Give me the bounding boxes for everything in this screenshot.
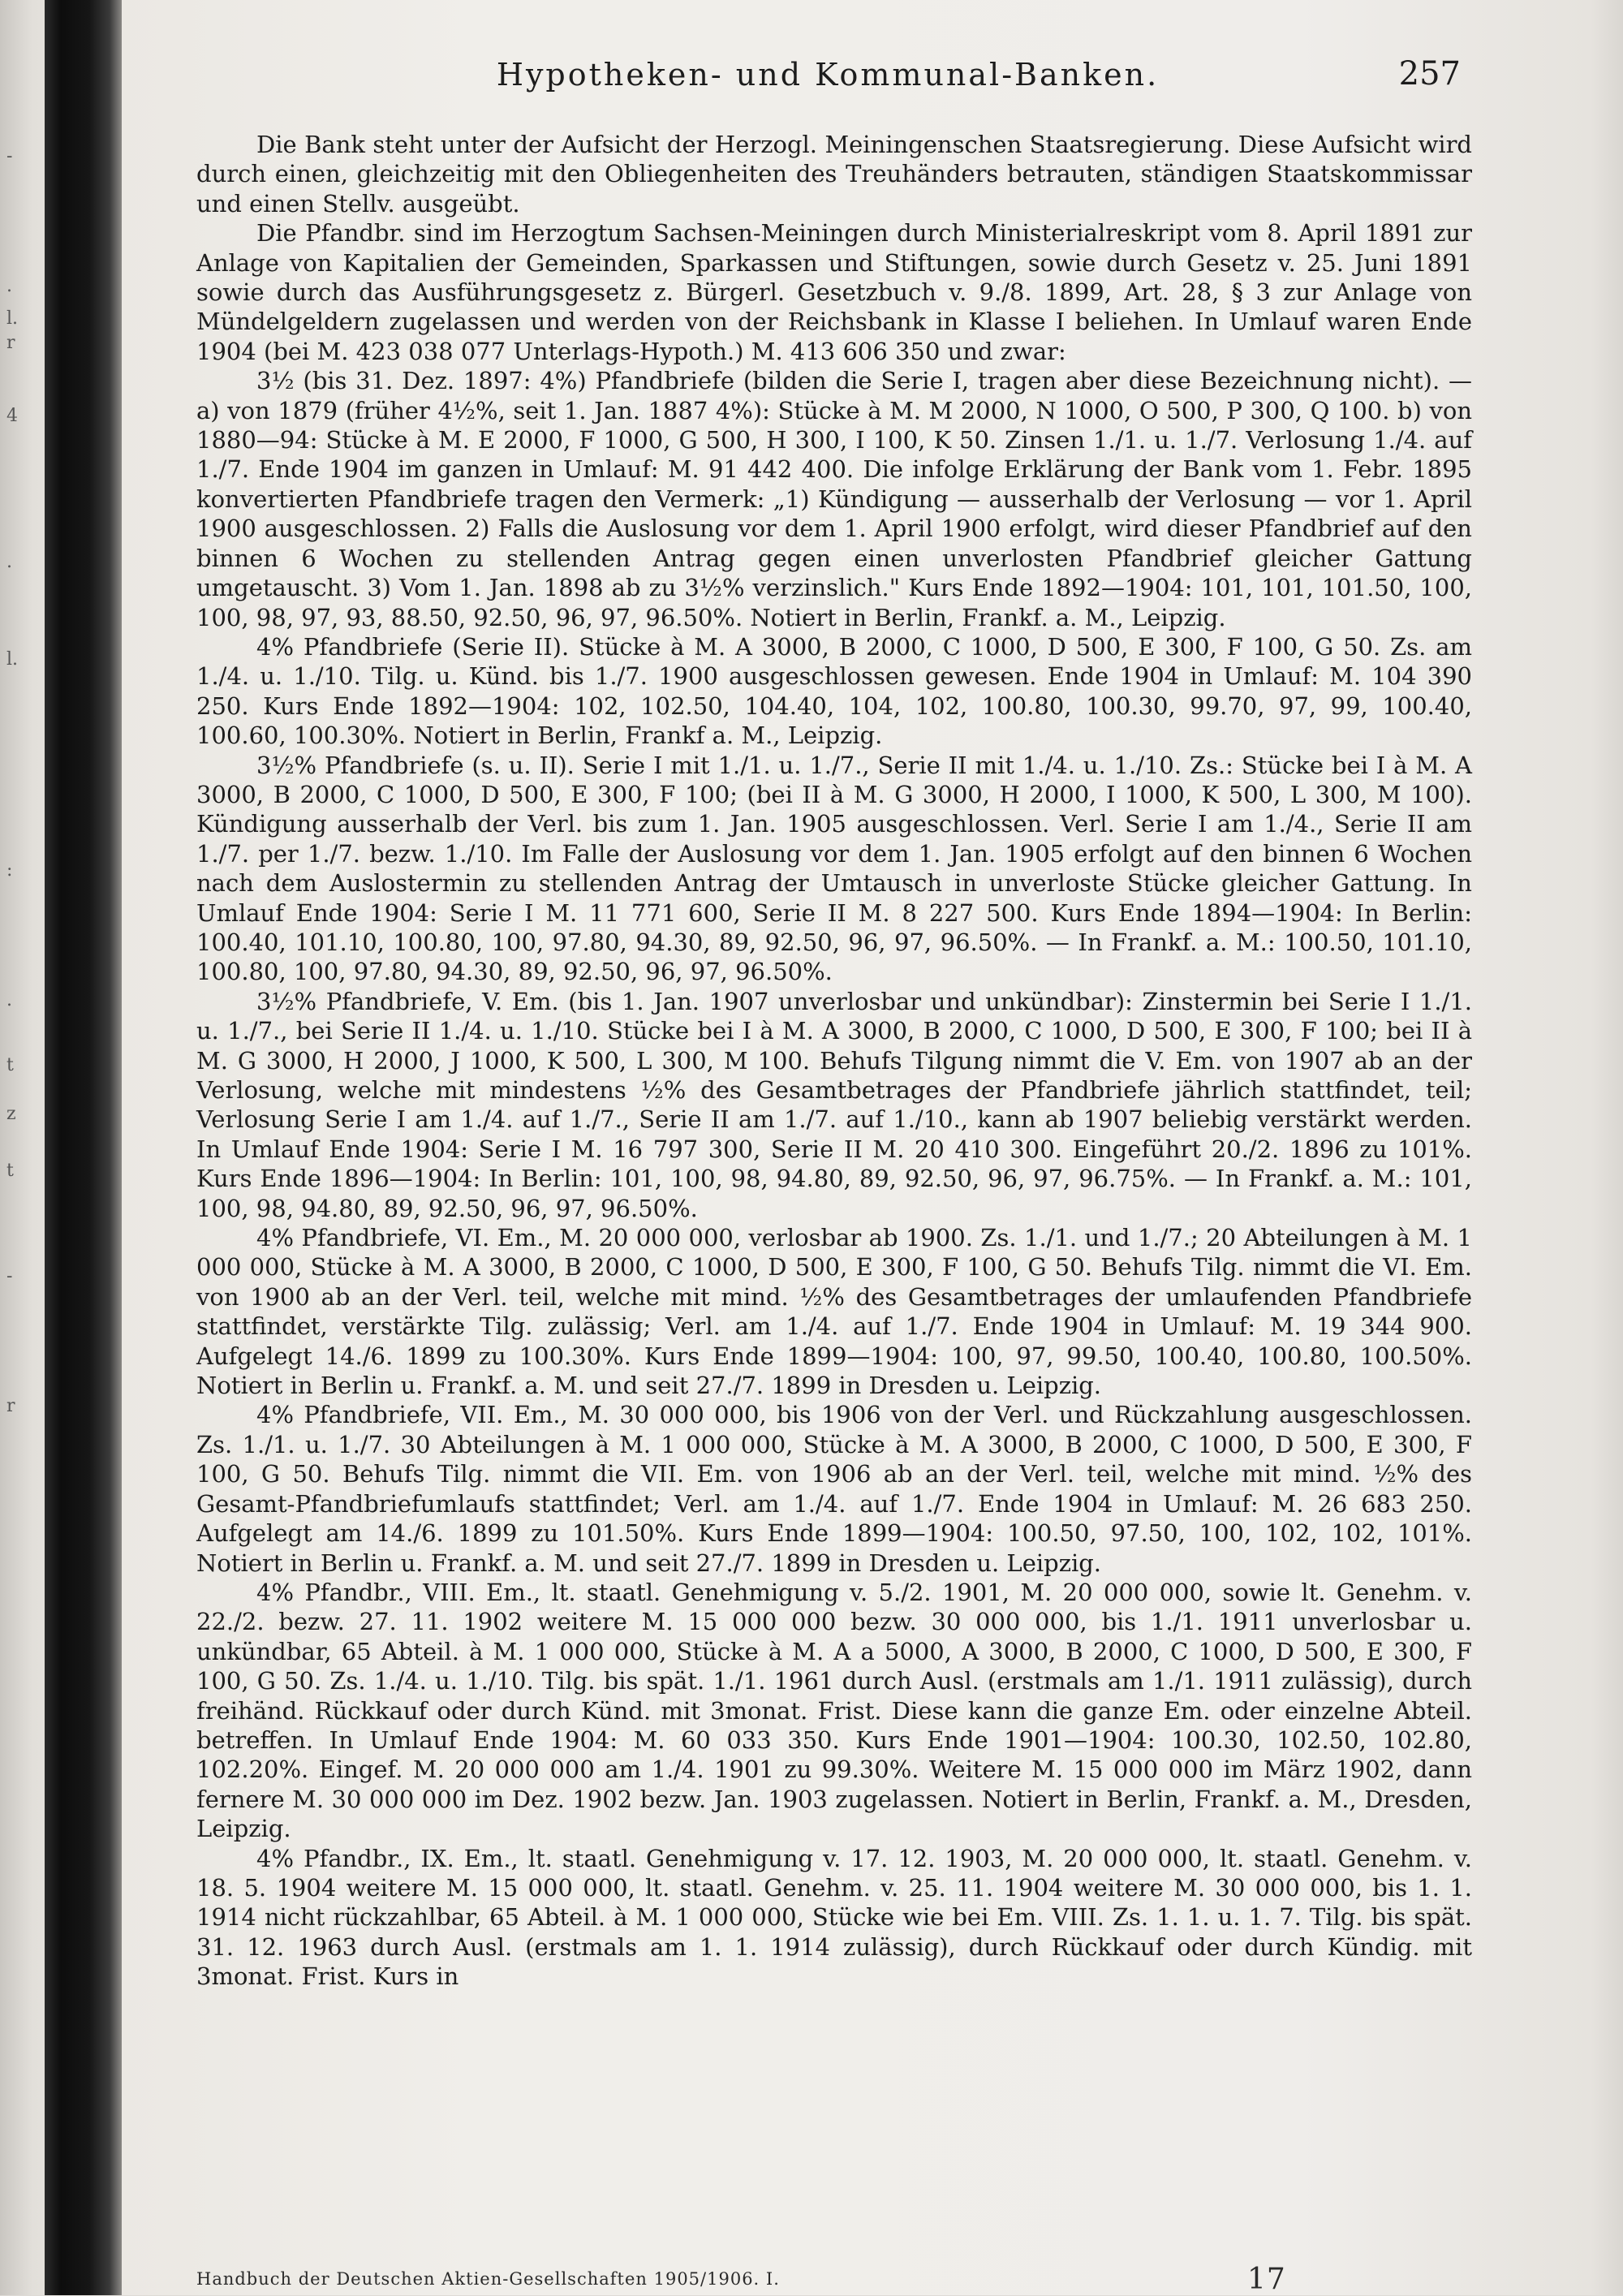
paragraph-series-i: 3½ (bis 31. Dez. 1897: 4%) Pfandbriefe (bilden die Serie I, tragen aber diese Bezeichnung nicht). — a) von 1879 (früher 4½%, seit 1. Jan. 1887 4%): Stücke à M. M 2000, N 1000, O 500, P 300, Q 100. b) von 1880—94: Stücke à M. E 2000, F 1000, G 500, H 300, I 100, K 50. Zinsen 1./1. u. 1./7. Verlosung 1./4. auf 1./7. Ende 1904 im ganzen in Umlauf: M. 91 442 400. Die infolge Erklärung der Bank vom 1. Febr. 1895 konvertierten Pfandbriefe tragen den Vermerk: „1) Kündigung — ausserhalb der Verlosung — vor 1. April 1900 ausgeschlossen. 2) Falls die Auslosung vor dem 1. April 1900 erfolgt, wird dieser Pfandbrief auf den binnen 6 Wochen zu stellenden Antrag gegen einen unverlosten Pfandbrief gleicher Gattung umgetauscht. 3) Vom 1. Jan. 1898 ab zu 3½% verzinslich." Kurs Ende 1892—1904: 101, 101, 101.50, 100, 100, 98, 97, 93, 88.50, 92.50, 96, 97, 96.50%. Notiert in Berlin, Frankf. a. M., Leipzig. <box>196 367 1472 631</box>
paragraph-supervision: Die Bank steht unter der Aufsicht der Herzogl. Meiningenschen Staatsregierung. Diese Aufsicht wird durch einen, gleichzeitig mit den Obliegenheiten des Treuhänders betrauten, ständigen Staatskommissar und einen Stellv. ausgeübt. <box>196 131 1472 218</box>
left-margin-bleed-marks: - . l. r 4 . l. : . t z t - r <box>6 146 19 1416</box>
footer-signature-number: 17 <box>1247 2263 1286 2296</box>
footer-source: Handbuch der Deutschen Aktien-Gesellschaften 1905/1906. I. <box>196 2269 780 2289</box>
paragraph-legal-status: Die Pfandbr. sind im Herzogtum Sachsen-Meiningen durch Ministerialreskript vom 8. April 1891 zur Anlage von Kapitalien der Gemeinden, Sparkassen und Stiftungen, sowie durch Gesetz v. 25. Juni 1891 sowie durch das Ausführungsgesetz z. Bürgerl. Gesetzbuch v. 9./8. 1899, Art. 28, § 3 zur Anlage von Mündelgeldern zugelassen und werden von der Reichsbank in Klasse I beliehen. In Umlauf waren Ende 1904 (bei M. 423 038 077 Unterlags-Hypoth.) M. 413 606 350 und zwar: <box>196 219 1472 365</box>
book-binding-edge <box>45 0 122 2295</box>
paragraph-em-ix: 4% Pfandbr., IX. Em., lt. staatl. Genehmigung v. 17. 12. 1903, M. 20 000 000, lt. staatl. Genehm. v. 18. 5. 1904 weitere M. 15 000 000, lt. staatl. Genehm. v. 25. 11. 1904 weitere M. 30 000 000, bis 1. 1. 1914 nicht rückzahlbar, 65 Abteil. à M. 1 000 000, Stücke wie bei Em. VIII. Zs. 1. 1. u. 1. 7. Tilg. bis spät. 31. 12. 1963 durch Ausl. (erstmals am 1. 1. 1914 zulässig), durch Rückkauf oder durch Kündig. mit 3monat. Frist. Kurs in <box>196 1844 1472 1991</box>
page-number: 257 <box>1398 55 1461 93</box>
running-title: Hypotheken- und Kommunal-Banken. <box>496 57 1160 93</box>
paragraph-em-vii: 4% Pfandbriefe, VII. Em., M. 30 000 000, bis 1906 von der Verl. und Rückzahlung ausgeschlossen. Zs. 1./1. u. 1./7. 30 Abteilungen à M. 1 000 000, Stücke à M. A 3000, B 2000, C 1000, D 500, E 300, F 100, G 50. Behufs Tilg. nimmt die VII. Em. von 1906 ab an der Verl. teil, welche mit mind. ½% des Gesamt-Pfandbriefumlaufs stattfindet; Verl. am 1./4. auf 1./7. Ende 1904 in Umlauf: M. 26 683 250. Aufgelegt am 14./6. 1899 zu 101.50%. Kurs Ende 1899—1904: 100.50, 97.50, 100, 102, 102, 101%. Notiert in Berlin u. Frankf. a. M. und seit 27./7. 1899 in Dresden u. Leipzig. <box>196 1401 1472 1577</box>
paragraph-series-ii: 4% Pfandbriefe (Serie II). Stücke à M. A 3000, B 2000, C 1000, D 500, E 300, F 100, G 50. Zs. am 1./4. u. 1./10. Tilg. u. Künd. bis 1./7. 1900 ausgeschlossen gewesen. Ende 1904 in Umlauf: M. 104 390 250. Kurs Ende 1892—1904: 102, 102.50, 104.40, 104, 102, 100.80, 100.30, 99.70, 97, 99, 100.40, 100.60, 100.30%. Notiert in Berlin, Frankf a. M., Leipzig. <box>196 632 1472 750</box>
page-header <box>195 57 1461 97</box>
page-footer <box>196 2263 1472 2296</box>
body-text <box>196 130 1472 1992</box>
paragraph-3-5-percent: 3½% Pfandbriefe (s. u. II). Serie I mit 1./1. u. 1./7., Serie II mit 1./4. u. 1./10. Zs.: Stücke bei I à M. A 3000, B 2000, C 1000, D 500, E 300, F 100; (bei II à M. G 3000, H 2000, I 1000, K 500, L 300, M 100). Kündigung ausserhalb der Verl. bis zum 1. Jan. 1905 ausgeschlossen. Verl. Serie I am 1./4., Serie II am 1./7. per 1./7. bezw. 1./10. Im Falle der Auslosung vor dem 1. Jan. 1905 erfolgt auf den binnen 6 Wochen nach dem Auslostermin zu stellenden Antrag der Umtausch in unverloste Stücke gleicher Gattung. In Umlauf Ende 1904: Serie I M. 11 771 600, Serie II M. 8 227 500. Kurs Ende 1894—1904: In Berlin: 100.40, 101.10, 100.80, 100, 97.80, 94.30, 89, 92.50, 96, 97, 96.50%. — In Frankf. a. M.: 100.50, 101.10, 100.80, 100, 97.80, 94.30, 89, 92.50, 96, 97, 96.50%. <box>196 751 1472 986</box>
paragraph-em-vi: 4% Pfandbriefe, VI. Em., M. 20 000 000, verlosbar ab 1900. Zs. 1./1. und 1./7.; 20 Abteilungen à M. 1 000 000, Stücke à M. A 3000, B 2000, C 1000, D 500, E 300, F 100, G 50. Behufs Tilg. nimmt die VI. Em. von 1900 ab an der Verl. teil, welche mit mind. ½% des Gesamtbetrages der umlaufenden Pfandbriefe stattfindet, verstärkte Tilg. zulässig; Verl. am 1./4. auf 1./7. Ende 1904 in Umlauf: M. 19 344 900. Aufgelegt 14./6. 1899 zu 100.30%. Kurs Ende 1899—1904: 100, 97, 99.50, 100.40, 100.80, 100.50%. Notiert in Berlin u. Frankf. a. M. und seit 27./7. 1899 in Dresden u. Leipzig. <box>196 1224 1472 1400</box>
paragraph-em-viii: 4% Pfandbr., VIII. Em., lt. staatl. Genehmigung v. 5./2. 1901, M. 20 000 000, sowie lt. Genehm. v. 22./2. bezw. 27. 11. 1902 weitere M. 15 000 000 bezw. 30 000 000, bis 1./1. 1911 unverlosbar u. unkündbar, 65 Abteil. à M. 1 000 000, Stücke à M. A a 5000, A 3000, B 2000, C 1000, D 500, E 300, F 100, G 50. Zs. 1./4. u. 1./10. Tilg. bis spät. 1./1. 1961 durch Ausl. (erstmals am 1./1. 1911 zulässig), durch freihänd. Rückkauf oder durch Künd. mit 3monat. Frist. Diese kann die ganze Em. oder einzelne Abteil. betreffen. In Umlauf Ende 1904: M. 60 033 350. Kurs Ende 1901—1904: 100.30, 102.50, 102.80, 102.20%. Eingef. M. 20 000 000 am 1./4. 1901 zu 99.30%. Weitere M. 15 000 000 im März 1902, dann fernere M. 30 000 000 im Dez. 1902 bezw. Jan. 1903 zugelassen. Notiert in Berlin, Frankf. a. M., Dresden, Leipzig. <box>196 1578 1472 1843</box>
paragraph-em-v: 3½% Pfandbriefe, V. Em. (bis 1. Jan. 1907 unverlosbar und unkündbar): Zinstermin bei Serie I 1./1. u. 1./7., bei Serie II 1./4. u. 1./10. Stücke bei I à M. A 3000, B 2000, C 1000, D 500, E 300, F 100; bei II à M. G 3000, H 2000, J 1000, K 500, L 300, M 100. Behufs Tilgung nimmt die V. Em. von 1907 ab an der Verlosung, welche mit mindestens ½% des Gesamtbetrages der Pfandbriefe jährlich stattfindet, teil; Verlosung Serie I am 1./4. auf 1./7., Serie II am 1./7. auf 1./10., kann ab 1907 beliebig verstärkt werden. In Umlauf Ende 1904: Serie I M. 16 797 300, Serie II M. 20 410 300. Eingeführt 20./2. 1896 zu 101%. Kurs Ende 1896—1904: In Berlin: 101, 100, 98, 94.80, 89, 92.50, 96, 97, 96.75%. — In Frankf. a. M.: 101, 100, 98, 94.80, 89, 92.50, 96, 97, 96.50%. <box>196 987 1472 1222</box>
